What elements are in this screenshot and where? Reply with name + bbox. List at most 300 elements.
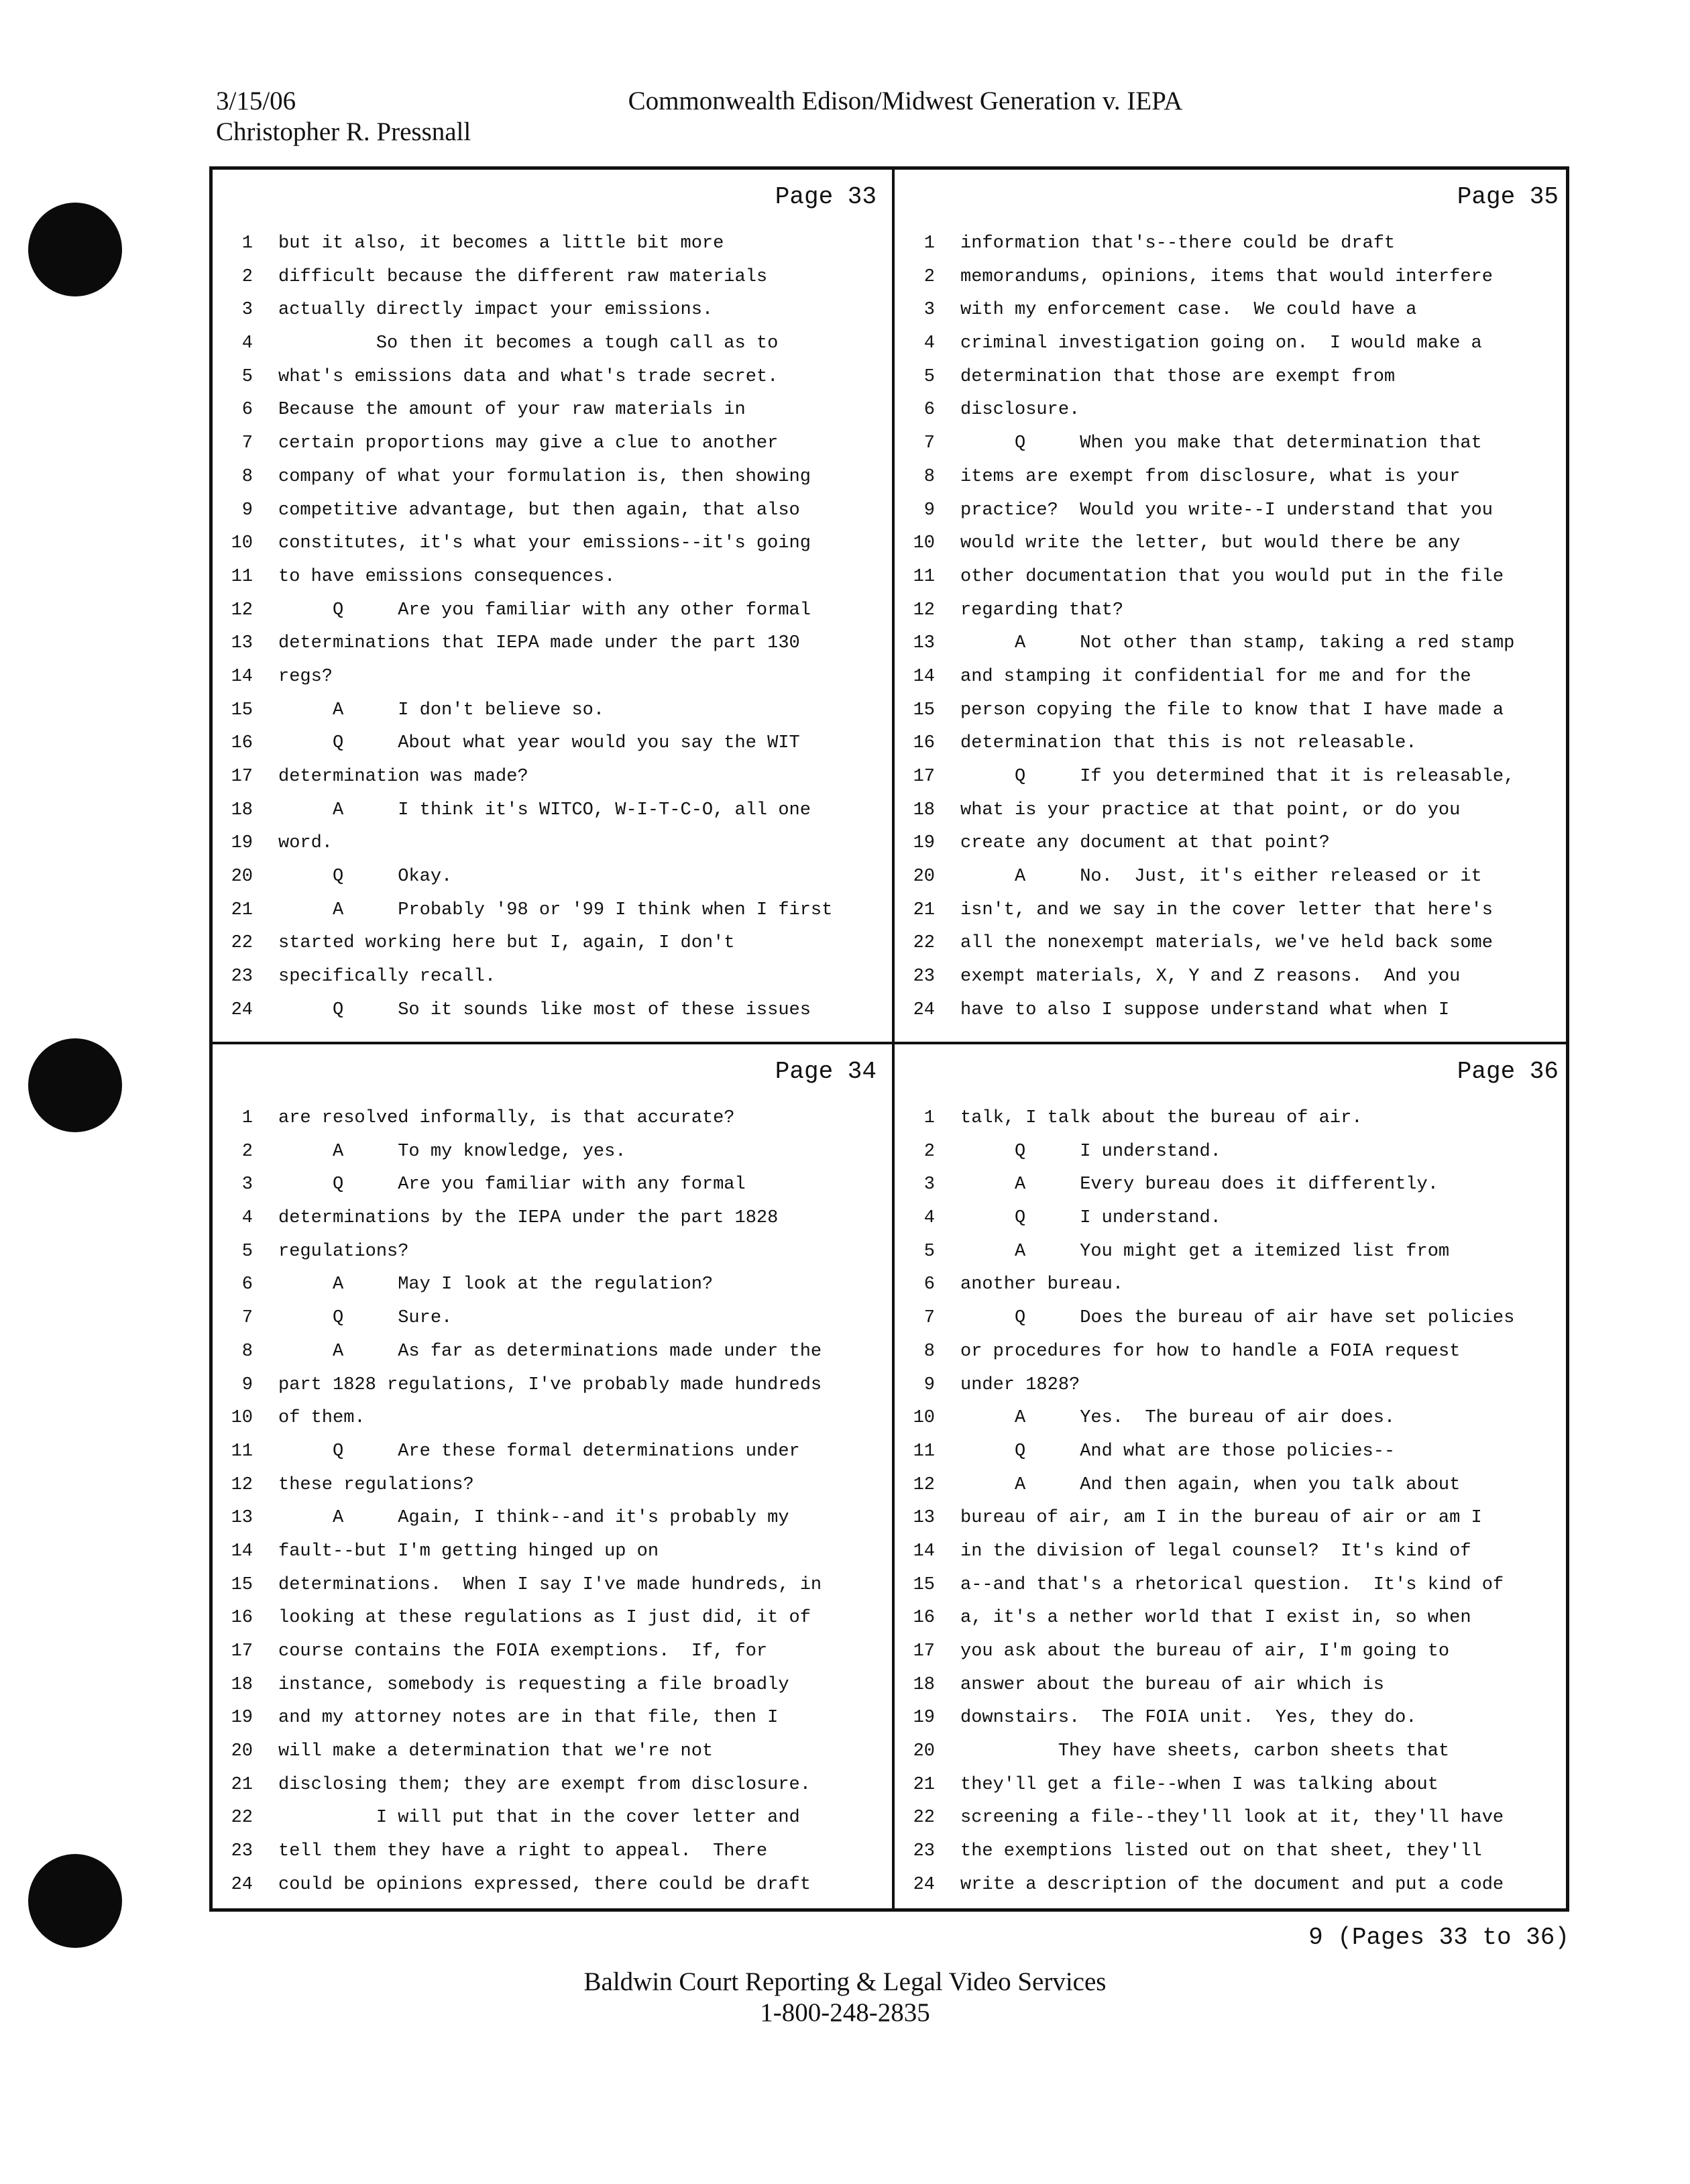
transcript-line (213, 561, 889, 594)
line-number: 9 (923, 1374, 935, 1395)
binder-hole-middle (28, 1038, 122, 1132)
line-text: Q So it sounds like most of these issues (278, 999, 811, 1020)
line-text: and my attorney notes are in that file, then I (278, 1708, 779, 1729)
line-text: looking at these regulations as I just did, it of (278, 1608, 811, 1629)
line-number: 21 (913, 899, 935, 920)
transcript-line (213, 1236, 889, 1269)
transcript-line (213, 1602, 889, 1635)
line-text: to have emissions consequences. (278, 566, 616, 587)
line-number: 13 (231, 1508, 253, 1529)
line-text: another bureau. (960, 1274, 1124, 1295)
line-number: 14 (231, 666, 253, 687)
line-number: 6 (241, 1274, 253, 1295)
line-number: 14 (231, 1541, 253, 1562)
transcript-line (895, 827, 1571, 861)
line-number: 3 (923, 1175, 935, 1195)
line-text: word. (278, 833, 333, 854)
transcript-line (213, 294, 889, 327)
line-number: 12 (913, 600, 935, 620)
line-number: 6 (923, 400, 935, 421)
line-text: specifically recall. (278, 967, 496, 987)
line-text: practice? Would you write--I understand that you (960, 500, 1493, 521)
header-date: 3/15/06 (216, 87, 296, 115)
line-number: 3 (923, 300, 935, 321)
transcript-line (895, 1502, 1571, 1535)
line-number: 6 (241, 400, 253, 421)
transcript-line (895, 294, 1571, 327)
transcript-line (895, 1735, 1571, 1769)
line-text: A You might get a itemized list from (960, 1241, 1450, 1262)
line-number: 1 (241, 233, 253, 254)
line-text: screening a file--they'll look at it, they'll have (960, 1808, 1504, 1828)
line-text: Q When you make that determination that (960, 433, 1482, 454)
transcript-line (895, 1136, 1571, 1169)
line-number: 16 (231, 1608, 253, 1629)
line-text: Q I understand. (960, 1141, 1221, 1162)
transcript-line (213, 1335, 889, 1369)
transcript-line (895, 961, 1571, 994)
line-number: 15 (913, 1574, 935, 1595)
transcript-lines (213, 227, 889, 1028)
line-number: 24 (913, 999, 935, 1020)
line-text: create any document at that point? (960, 833, 1330, 854)
line-number: 17 (913, 767, 935, 787)
transcript-line (213, 727, 889, 761)
line-number: 19 (913, 833, 935, 854)
footer-firm-block (510, 1967, 1180, 2028)
binder-hole-top (28, 203, 122, 296)
line-text: have to also I suppose understand what when I (960, 999, 1450, 1020)
line-text: A Probably '98 or '99 I think when I first (278, 899, 833, 920)
line-text: these regulations? (278, 1474, 474, 1495)
line-number: 7 (923, 1308, 935, 1329)
transcript-line (213, 1469, 889, 1503)
transcript-line (895, 694, 1571, 728)
line-number: 17 (231, 1641, 253, 1661)
transcript-line (213, 527, 889, 561)
page-number-title: Page 35 (1457, 183, 1559, 211)
transcript-line (213, 1302, 889, 1335)
line-text: regulations? (278, 1241, 409, 1262)
binder-hole-bottom (28, 1854, 122, 1948)
transcript-line (895, 927, 1571, 961)
line-number: 24 (231, 999, 253, 1020)
transcript-line (895, 1335, 1571, 1369)
line-text: determinations by the IEPA under the part 1828 (278, 1208, 779, 1229)
line-text: certain proportions may give a clue to another (278, 433, 779, 454)
line-number: 3 (241, 1175, 253, 1195)
transcript-line (213, 827, 889, 861)
transcript-line (213, 494, 889, 528)
line-text: under 1828? (960, 1374, 1080, 1395)
transcript-lines (895, 227, 1571, 1028)
transcript-page-panel (213, 1044, 889, 1914)
transcript-line (213, 1402, 889, 1435)
line-number: 13 (913, 633, 935, 654)
line-number: 18 (913, 1674, 935, 1695)
page-summary: 9 (Pages 33 to 36) (1308, 1924, 1569, 1951)
line-text: talk, I talk about the bureau of air. (960, 1108, 1363, 1128)
line-number: 20 (913, 1741, 935, 1762)
line-number: 5 (241, 366, 253, 387)
line-number: 11 (913, 1441, 935, 1462)
transcript-line (895, 1602, 1571, 1635)
line-text: course contains the FOIA exemptions. If, for (278, 1641, 768, 1661)
line-number: 23 (913, 967, 935, 987)
line-number: 7 (241, 433, 253, 454)
line-text: They have sheets, carbon sheets that (960, 1741, 1450, 1762)
header-case-title: Commonwealth Edison/Midwest Generation v. IEPA (628, 87, 1183, 115)
line-number: 23 (231, 967, 253, 987)
line-number: 13 (231, 633, 253, 654)
line-text: regs? (278, 666, 333, 687)
transcript-line (213, 1669, 889, 1702)
transcript-line (895, 261, 1571, 294)
line-number: 4 (923, 1208, 935, 1229)
line-number: 8 (923, 466, 935, 487)
line-number: 9 (241, 500, 253, 521)
transcript-line (895, 1835, 1571, 1869)
line-text: A And then again, when you talk about (960, 1474, 1461, 1495)
transcript-line (895, 761, 1571, 794)
transcript-line (895, 1669, 1571, 1702)
transcript-line (895, 794, 1571, 828)
line-number: 21 (231, 899, 253, 920)
transcript-line (213, 461, 889, 494)
transcript-line (213, 1502, 889, 1535)
line-number: 9 (241, 1374, 253, 1395)
line-number: 22 (231, 933, 253, 954)
line-text: regarding that? (960, 600, 1124, 620)
transcript-line (213, 1369, 889, 1403)
line-text: company of what your formulation is, then showing (278, 466, 811, 487)
line-number: 21 (913, 1774, 935, 1795)
transcript-line (895, 1435, 1571, 1469)
line-number: 10 (913, 533, 935, 554)
transcript-line (895, 1535, 1571, 1569)
line-number: 20 (231, 1741, 253, 1762)
line-number: 18 (913, 800, 935, 820)
line-number: 9 (923, 500, 935, 521)
transcript-line (895, 1268, 1571, 1302)
transcript-line (213, 894, 889, 928)
line-number: 15 (913, 700, 935, 720)
transcript-line (895, 1402, 1571, 1435)
line-number: 2 (241, 1141, 253, 1162)
line-number: 22 (913, 933, 935, 954)
line-number: 16 (231, 733, 253, 754)
line-text: what is your practice at that point, or do you (960, 800, 1461, 820)
line-number: 17 (913, 1641, 935, 1661)
transcript-line (213, 227, 889, 261)
line-text: Q Are you familiar with any formal (278, 1175, 746, 1195)
line-text: part 1828 regulations, I've probably made hundreds (278, 1374, 822, 1395)
transcript-page-panel (895, 1044, 1571, 1914)
line-number: 10 (231, 533, 253, 554)
line-text: determination was made? (278, 767, 528, 787)
line-text: all the nonexempt materials, we've held back some (960, 933, 1493, 954)
line-text: disclosing them; they are exempt from disclosure. (278, 1774, 811, 1795)
transcript-line (213, 661, 889, 694)
line-text: A Not other than stamp, taking a red stamp (960, 633, 1515, 654)
line-text: a--and that's a rhetorical question. It's kind of (960, 1574, 1504, 1595)
line-text: started working here but I, again, I don't (278, 933, 735, 954)
transcript-line (213, 1435, 889, 1469)
line-text: Q Are you familiar with any other formal (278, 600, 811, 620)
line-text: determination that this is not releasable. (960, 733, 1417, 754)
line-text: person copying the file to know that I have made a (960, 700, 1504, 720)
transcript-line (213, 1735, 889, 1769)
transcript-line (895, 327, 1571, 361)
line-text: A May I look at the regulation? (278, 1274, 714, 1295)
line-number: 12 (913, 1474, 935, 1495)
line-text: or procedures for how to handle a FOIA request (960, 1341, 1461, 1362)
line-number: 4 (241, 333, 253, 354)
transcript-line (213, 1635, 889, 1669)
transcript-line (895, 1635, 1571, 1669)
transcript-line (213, 361, 889, 394)
transcript-lines (213, 1102, 889, 1902)
line-text: other documentation that you would put in the file (960, 566, 1504, 587)
line-number: 2 (923, 1141, 935, 1162)
line-number: 4 (923, 333, 935, 354)
line-number: 8 (241, 1341, 253, 1362)
line-text: are resolved informally, is that accurate? (278, 1108, 735, 1128)
line-text: instance, somebody is requesting a file broadly (278, 1674, 789, 1695)
line-number: 18 (231, 800, 253, 820)
line-number: 22 (913, 1808, 935, 1828)
line-number: 20 (913, 867, 935, 887)
line-text: with my enforcement case. We could have a (960, 300, 1417, 321)
transcript-line (895, 1802, 1571, 1835)
transcript-line (213, 1102, 889, 1136)
transcript-page-panel (895, 170, 1571, 1039)
page-number-title: Page 34 (775, 1058, 877, 1085)
line-text: could be opinions expressed, there could be draft (278, 1874, 811, 1895)
line-text: criminal investigation going on. I would make a (960, 333, 1482, 354)
page-number-title: Page 36 (1457, 1058, 1559, 1085)
line-number: 23 (231, 1841, 253, 1862)
line-text: Q Are these formal determinations under (278, 1441, 800, 1462)
line-number: 19 (231, 833, 253, 854)
line-text: what's emissions data and what's trade secret. (278, 366, 779, 387)
transcript-line (895, 994, 1571, 1028)
line-text: bureau of air, am I in the bureau of air or am I (960, 1508, 1482, 1529)
line-number: 18 (231, 1674, 253, 1695)
line-text: memorandums, opinions, items that would interfere (960, 266, 1493, 287)
transcript-line (213, 994, 889, 1028)
transcript-line (895, 1236, 1571, 1269)
line-number: 4 (241, 1208, 253, 1229)
transcript-line (213, 394, 889, 427)
line-number: 11 (231, 1441, 253, 1462)
line-number: 8 (923, 1341, 935, 1362)
line-text: Q If you determined that it is releasable, (960, 767, 1515, 787)
line-text: you ask about the bureau of air, I'm going to (960, 1641, 1450, 1661)
line-number: 11 (231, 566, 253, 587)
line-text: A I don't believe so. (278, 700, 605, 720)
line-number: 12 (231, 1474, 253, 1495)
transcript-frame (209, 166, 1569, 1912)
line-number: 1 (923, 233, 935, 254)
line-text: A Yes. The bureau of air does. (960, 1408, 1396, 1429)
line-number: 14 (913, 666, 935, 687)
transcript-line (895, 861, 1571, 894)
line-number: 13 (913, 1508, 935, 1529)
line-number: 6 (923, 1274, 935, 1295)
transcript-line (895, 527, 1571, 561)
transcript-line (895, 594, 1571, 628)
transcript-line (895, 1702, 1571, 1735)
line-text: fault--but I'm getting hinged up on (278, 1541, 659, 1562)
transcript-line (213, 1136, 889, 1169)
line-number: 19 (913, 1708, 935, 1729)
transcript-line (895, 661, 1571, 694)
transcript-line (213, 1569, 889, 1602)
transcript-line (213, 627, 889, 661)
header-witness: Christopher R. Pressnall (216, 117, 471, 146)
line-number: 23 (913, 1841, 935, 1862)
line-text: A No. Just, it's either released or it (960, 867, 1482, 887)
firm-phone: 1-800-248-2835 (760, 1998, 930, 2027)
line-text: in the division of legal counsel? It's kind of (960, 1541, 1471, 1562)
line-text: difficult because the different raw materials (278, 266, 768, 287)
transcript-line (213, 961, 889, 994)
firm-name: Baldwin Court Reporting & Legal Video Services (583, 1967, 1107, 1996)
line-number: 7 (923, 433, 935, 454)
transcript-line (895, 1202, 1571, 1236)
line-text: Q And what are those policies-- (960, 1441, 1396, 1462)
line-text: Q About what year would you say the WIT (278, 733, 800, 754)
line-text: Q I understand. (960, 1208, 1221, 1229)
line-text: answer about the bureau of air which is (960, 1674, 1384, 1695)
line-text: the exemptions listed out on that sheet, they'll (960, 1841, 1482, 1862)
transcript-line (895, 394, 1571, 427)
line-number: 24 (913, 1874, 935, 1895)
line-text: Because the amount of your raw materials in (278, 400, 746, 421)
transcript-line (895, 894, 1571, 928)
line-number: 1 (923, 1108, 935, 1128)
line-text: So then it becomes a tough call as to (278, 333, 779, 354)
line-text: I will put that in the cover letter and (278, 1808, 800, 1828)
header-left (216, 86, 471, 148)
transcript-line (895, 561, 1571, 594)
line-text: will make a determination that we're not (278, 1741, 714, 1762)
line-text: but it also, it becomes a little bit more (278, 233, 724, 254)
transcript-line (213, 427, 889, 461)
line-text: Q Okay. (278, 867, 453, 887)
transcript-line (895, 361, 1571, 394)
line-text: Q Sure. (278, 1308, 453, 1329)
transcript-line (895, 1769, 1571, 1802)
transcript-line (213, 1869, 889, 1902)
transcript-line (213, 761, 889, 794)
transcript-line (895, 494, 1571, 528)
line-text: actually directly impact your emissions. (278, 300, 714, 321)
line-number: 5 (241, 1241, 253, 1262)
line-text: disclosure. (960, 400, 1080, 421)
line-text: A To my knowledge, yes. (278, 1141, 626, 1162)
line-number: 11 (913, 566, 935, 587)
transcript-line (213, 1702, 889, 1735)
line-text: would write the letter, but would there be any (960, 533, 1461, 554)
transcript-line (895, 461, 1571, 494)
line-text: A I think it's WITCO, W-I-T-C-O, all one (278, 800, 811, 820)
transcript-line (895, 1569, 1571, 1602)
line-text: exempt materials, X, Y and Z reasons. And you (960, 967, 1461, 987)
line-text: information that's--there could be draft (960, 233, 1396, 254)
transcript-line (895, 727, 1571, 761)
line-number: 2 (923, 266, 935, 287)
transcript-line (895, 1869, 1571, 1902)
transcript-line (213, 594, 889, 628)
line-number: 14 (913, 1541, 935, 1562)
transcript-line (895, 1302, 1571, 1335)
transcript-line (895, 627, 1571, 661)
transcript-line (213, 1835, 889, 1869)
line-number: 15 (231, 700, 253, 720)
transcript-page-panel (213, 170, 889, 1039)
line-number: 17 (231, 767, 253, 787)
line-text: competitive advantage, but then again, that also (278, 500, 800, 521)
line-text: of them. (278, 1408, 365, 1429)
line-text: isn't, and we say in the cover letter that here's (960, 899, 1493, 920)
line-number: 1 (241, 1108, 253, 1128)
line-text: determinations that IEPA made under the part 130 (278, 633, 800, 654)
line-number: 2 (241, 266, 253, 287)
line-number: 10 (231, 1408, 253, 1429)
line-text: items are exempt from disclosure, what is your (960, 466, 1461, 487)
transcript-line (895, 1168, 1571, 1202)
line-text: they'll get a file--when I was talking about (960, 1774, 1439, 1795)
line-text: A As far as determinations made under the (278, 1341, 822, 1362)
transcript-line (213, 327, 889, 361)
line-number: 10 (913, 1408, 935, 1429)
transcript-line (213, 861, 889, 894)
line-number: 22 (231, 1808, 253, 1828)
line-number: 16 (913, 1608, 935, 1629)
line-number: 24 (231, 1874, 253, 1895)
line-text: tell them they have a right to appeal. There (278, 1841, 768, 1862)
line-number: 5 (923, 1241, 935, 1262)
line-text: determination that those are exempt from (960, 366, 1396, 387)
line-number: 15 (231, 1574, 253, 1595)
transcript-line (213, 261, 889, 294)
transcript-line (213, 927, 889, 961)
transcript-lines (895, 1102, 1571, 1902)
line-number: 19 (231, 1708, 253, 1729)
line-text: A Again, I think--and it's probably my (278, 1508, 789, 1529)
transcript-line (895, 427, 1571, 461)
line-number: 5 (923, 366, 935, 387)
transcript-line (213, 1202, 889, 1236)
line-text: A Every bureau does it differently. (960, 1175, 1439, 1195)
line-text: determinations. When I say I've made hundreds, in (278, 1574, 822, 1595)
line-text: write a description of the document and put a code (960, 1874, 1504, 1895)
line-number: 7 (241, 1308, 253, 1329)
line-number: 12 (231, 600, 253, 620)
line-text: downstairs. The FOIA unit. Yes, they do. (960, 1708, 1417, 1729)
line-text: Q Does the bureau of air have set policies (960, 1308, 1515, 1329)
transcript-line (895, 1102, 1571, 1136)
line-number: 3 (241, 300, 253, 321)
transcript-line (213, 694, 889, 728)
line-number: 20 (231, 867, 253, 887)
transcript-line (213, 1168, 889, 1202)
line-number: 16 (913, 733, 935, 754)
transcript-line (895, 1369, 1571, 1403)
transcript-line (213, 1535, 889, 1569)
